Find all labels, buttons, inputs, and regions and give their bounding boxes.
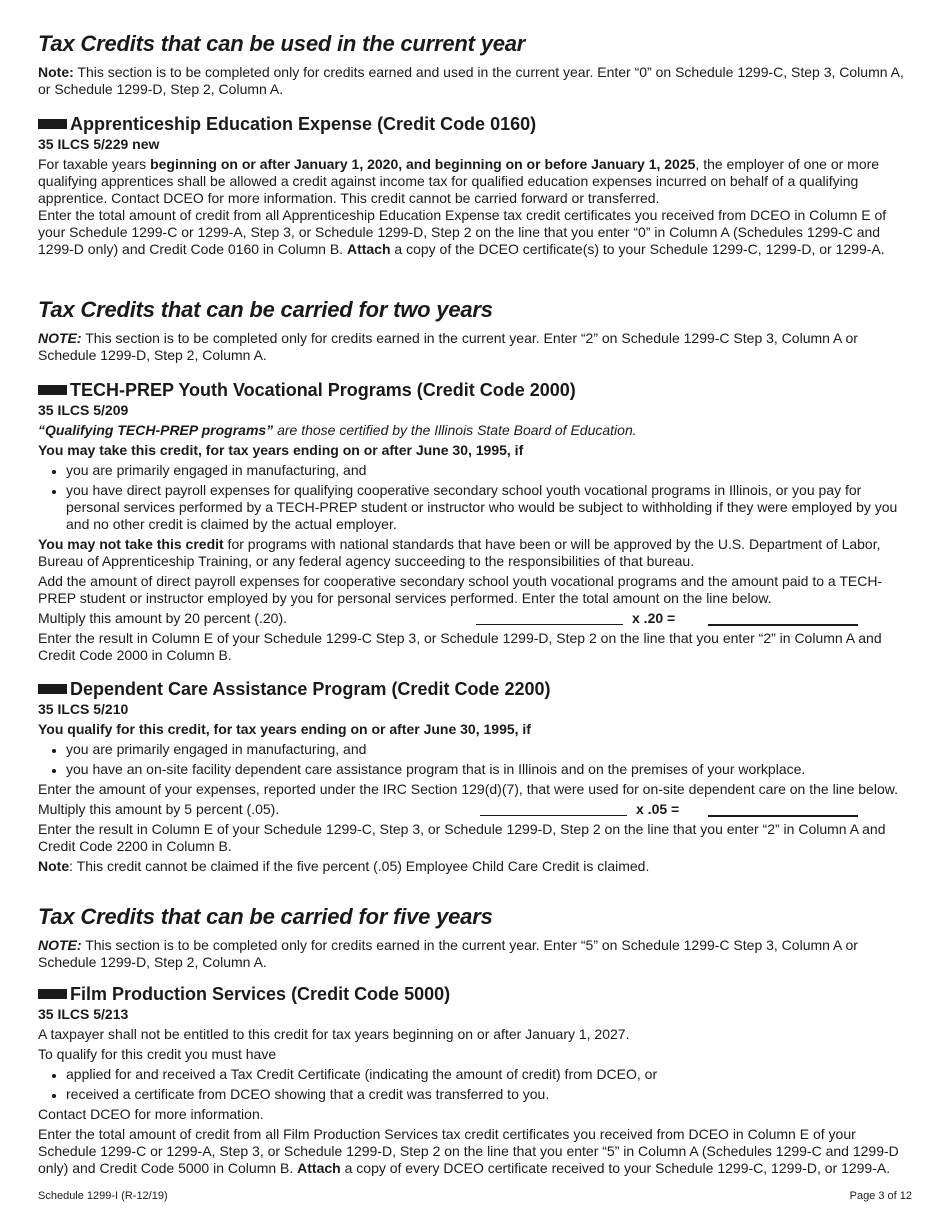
citation-film: 35 ILCS 5/213 <box>38 1006 129 1022</box>
citation-techprep: 35 ILCS 5/209 <box>38 402 129 418</box>
techprep-definition <box>38 422 906 439</box>
bold-italic-run: “Qualifying TECH-PREP programs” <box>38 422 274 438</box>
film-contact: Contact DCEO for more information. <box>38 1106 264 1122</box>
italic-run: are those certified by the Illinois State Board of Education. <box>273 422 637 438</box>
citation-dependent-care: 35 ILCS 5/210 <box>38 701 129 717</box>
two-year-note <box>38 330 906 364</box>
heading-bar-icon <box>38 119 67 129</box>
techprep-result-instructions: Enter the result in Column E of your Schedule 1299-C Step 3, or Schedule 1299-D, Step 2 on the line that you enter “2” in Column A and Credit Code 2000 in Column B. <box>38 630 882 663</box>
text-run: a copy of the DCEO certificate(s) to your Schedule 1299-C, 1299-D, or 1299-A. <box>390 241 885 257</box>
note-text: This section is to be completed only for credits earned and used in the current year. Enter “0” on Schedule 1299-C, Step 3, Column A, or Schedule 1299-D, Step 2, Column A. <box>38 64 904 97</box>
heading-bar-icon <box>38 684 67 694</box>
dependent-note <box>38 858 906 875</box>
film-paragraph-1: A taxpayer shall not be entitled to this credit for tax years beginning on or after January 1, 2027. <box>38 1026 630 1042</box>
list-item: you are primarily engaged in manufacturing, and <box>38 741 906 758</box>
multiplier-factor: x .20 = <box>632 610 676 626</box>
apprenticeship-paragraph-2 <box>38 207 906 258</box>
heading-text: Film Production Services (Credit Code 5000) <box>70 984 451 1004</box>
section-title-two-years: Tax Credits that can be carried for two years <box>38 297 493 322</box>
techprep-not-take <box>38 536 906 570</box>
citation-apprenticeship: 35 ILCS 5/229 new <box>38 136 160 152</box>
heading-text: Apprenticeship Education Expense (Credit Code 0160) <box>70 114 537 134</box>
heading-techprep <box>38 379 906 401</box>
note-label: Note: <box>38 64 74 80</box>
five-year-note <box>38 937 906 971</box>
film-bullet-list <box>38 1066 906 1103</box>
list-item: you are primarily engaged in manufacturing, and <box>38 462 906 479</box>
bold-run: You qualify for this credit, for tax years ending on or after June 30, 1995, if <box>38 721 531 737</box>
bold-run: You may take this credit, for tax years ending on or after June 30, 1995, if <box>38 442 524 458</box>
note-text: This section is to be completed only for credits earned in the current year. Enter “2” on Schedule 1299-C Step 3, Column A or Schedule 1299-D, Step 2, Column A. <box>38 330 858 363</box>
techprep-bullet-list <box>38 462 906 533</box>
techprep-take-condition <box>38 442 906 459</box>
heading-dependent-care <box>38 678 906 700</box>
result-entry-line[interactable] <box>708 815 858 817</box>
dependent-enter-instructions: Enter the amount of your expenses, reported under the IRC Section 129(d)(7), that were used for on-site dependent care on the line below. <box>38 781 898 797</box>
amount-entry-line[interactable] <box>476 624 623 625</box>
section-title-five-years: Tax Credits that can be carried for five years <box>38 904 493 929</box>
amount-entry-line[interactable] <box>480 815 627 816</box>
document-page <box>38 30 906 1177</box>
list-item: you have an on-site facility dependent care assistance program that is in Illinois and on the premises of your workplace. <box>38 761 906 778</box>
text-run: For taxable years <box>38 156 151 172</box>
current-year-note <box>38 64 906 98</box>
list-item: received a certificate from DCEO showing that a credit was transferred to you. <box>38 1086 906 1103</box>
dependent-calculation-row <box>38 801 906 818</box>
heading-apprenticeship <box>38 113 906 135</box>
heading-film-production <box>38 983 906 1005</box>
text-run: Enter the total amount of credit from all Apprenticeship Education Expense tax credit certificates you received from DCEO in Column E of your Schedule 1299-C or 1299-A, Step 3, or Schedule 1299-D, Step 2 on the line that you enter “0” in Column A (Schedules 1299-C and 1299-D only) and Credit Code 0160 in Column B. <box>38 207 887 257</box>
heading-text: TECH-PREP Youth Vocational Programs (Credit Code 2000) <box>70 380 576 400</box>
footer-form-id: Schedule 1299-I (R-12/19) <box>38 1190 168 1202</box>
heading-bar-icon <box>38 385 67 395</box>
apprenticeship-paragraph-1 <box>38 156 906 207</box>
film-paragraph-2: To qualify for this credit you must have <box>38 1046 277 1062</box>
note-text: This section is to be completed only for credits earned in the current year. Enter “5” on Schedule 1299-C Step 3, Column A or Schedule 1299-D, Step 2, Column A. <box>38 937 858 970</box>
heading-bar-icon <box>38 989 67 999</box>
list-item: you have direct payroll expenses for qualifying cooperative secondary school youth vocational programs in Illinois, or you pay for personal services performed by a TECH-PREP student or instructor who would be subject to withholding if they were employed by you and no other credit is claimed by the actual employer. <box>38 482 906 533</box>
section-title-current-year: Tax Credits that can be used in the current year <box>38 31 526 56</box>
bold-run: Attach <box>346 241 391 257</box>
note-label: NOTE: <box>38 330 82 346</box>
list-item: applied for and received a Tax Credit Certificate (indicating the amount of credit) from DCEO, or <box>38 1066 906 1083</box>
text-run: Enter the total amount of credit from all Film Production Services tax credit certificates you received from DCEO in Column E of your Schedule 1299-C or 1299-A, Step 3, or Schedule 1299-D, Step 2 on the line that you enter “5” in Column A (Schedules 1299-C and 1299-D only) and Credit Code 5000 in Column B. <box>38 1126 899 1176</box>
text-run: , the employer of one or more qualifying apprentices shall be allowed a credit against income tax for qualified education expenses incurred on behalf of a qualifying apprentice. Contact DCEO for more information. This credit cannot be carried forward or transferred. <box>38 156 880 206</box>
text-run: for programs with national standards that have been or will be approved by the U.S. Department of Labor, Bureau of Apprenticeship Training, or any federal agency succeeding to the responsibilities of that bureau. <box>38 536 881 569</box>
bold-run: You may not take this credit <box>38 536 224 552</box>
film-paragraph-3 <box>38 1126 906 1177</box>
note-text: : This credit cannot be claimed if the five percent (.05) Employee Child Care Credit is claimed. <box>69 858 650 874</box>
text-run: a copy of every DCEO certificate received to your Schedule 1299-C, 1299-D, or 1299-A. <box>340 1160 891 1176</box>
techprep-calculation-row <box>38 610 906 627</box>
bold-run: beginning on or after January 1, 2020, and beginning on or before January 1, 2025 <box>150 156 696 172</box>
techprep-add-instructions: Add the amount of direct payroll expenses for cooperative secondary school youth vocational programs and the amount paid to a TECH-PREP student or instructor employed by you for personal services performed. Enter the total amount on the line below. <box>38 573 883 606</box>
multiply-label: Multiply this amount by 20 percent (.20). <box>38 610 288 626</box>
dependent-bullet-list <box>38 741 906 778</box>
heading-text: Dependent Care Assistance Program (Credit Code 2200) <box>70 679 551 699</box>
note-label: Note <box>38 858 70 874</box>
dependent-result-instructions: Enter the result in Column E of your Schedule 1299-C, Step 3, or Schedule 1299-D, Step 2 on the line that you enter “2” in Column A and Credit Code 2200 in Column B. <box>38 821 886 854</box>
dependent-qualify-condition <box>38 721 906 738</box>
bold-run: Attach <box>297 1160 341 1176</box>
multiplier-factor: x .05 = <box>636 801 680 817</box>
footer-page-number: Page 3 of 12 <box>849 1190 912 1202</box>
multiply-label: Multiply this amount by 5 percent (.05). <box>38 801 280 817</box>
note-label: NOTE: <box>38 937 82 953</box>
result-entry-line[interactable] <box>708 624 858 626</box>
